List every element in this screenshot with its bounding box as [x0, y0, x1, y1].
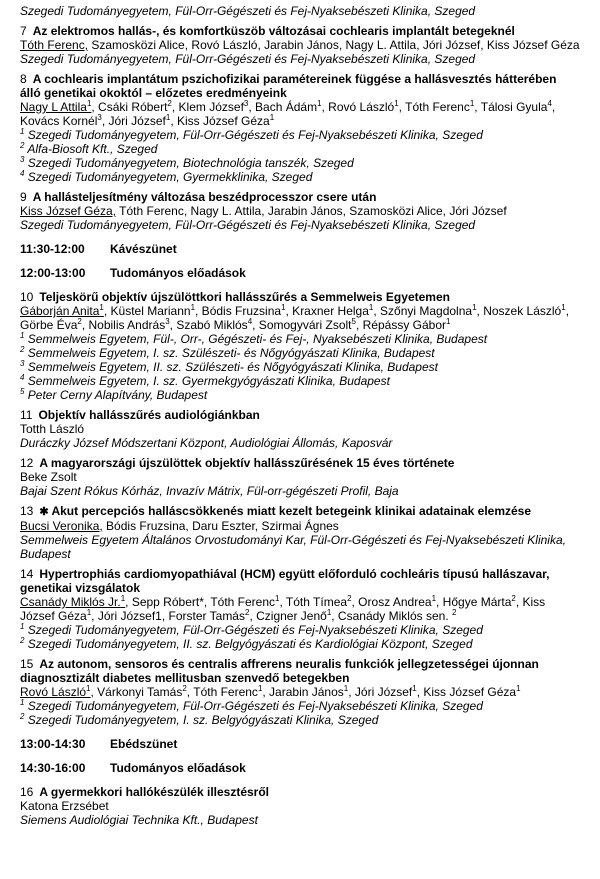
abstract-affiliation: Szegedi Tudományegyetem, Fül-Orr-Gégészeti és Fej-Nyaksebészeti Klinika, Szeged [20, 52, 476, 66]
abstract-9 [20, 190, 580, 232]
abstract-13 [20, 504, 580, 561]
abstract-11 [20, 408, 580, 450]
abstract-affiliation: Siemens Audiológiai Technika Kft., Budapest [20, 813, 258, 827]
slot-time: 13:00-14:30 [20, 737, 86, 751]
abstract-10: 10 Teljeskörű objektív újszülöttkori hallásszűrés a Semmelweis Egyetemen Gáborján Anita$^1$, Küstel Mariann$^1$, Bódis Fruzsina$^1$, Kraxner Helga$^1$, Szőnyi Magdolna$^1$, Noszek László$^1$, Görbe Éva$^2$, Nobilis András$^3$, Szabó Miklós$^4$, Somogyvári Zsolt$^5$, Répássy Gábor$^1$ $^1$ Semmelweis Egyetem, Fül-, Orr-, Gégészeti- és Fej-, Nyaksebészeti Klinika, Budapest $^2$ Semmelweis Egyetem, I. sz. Szülészeti- és Nőgyógyászati Klinika, Budapest $^3$ Semmelweis Egyetem, II. sz. Szülészeti- és Nőgyógyászati Klinika, Budapest $^4$ Semmelweis Egyetem, I. sz. Gyermekgyógyászati Klinika, Budapest $^5$ Peter Cerny Alapítvány, Budapest [20, 290, 580, 402]
abstract-title: 8 A cochlearis implantátum pszichofizikai paramétereinek függése a hallásvesztés hátterében álló genetikai okoktól – előzetes eredményeink [20, 72, 557, 100]
abstract-affiliation: $^2$ Alfa-Biosoft Kft., Szeged [20, 141, 158, 156]
abstract-authors: Katona Erzsébet [20, 799, 109, 813]
abstract-affiliation: Bajai Szent Rókus Kórház, Invazív Mátrix, Fül-orr-gégészeti Profil, Baja [20, 484, 399, 498]
abstract-affiliation: Semmelweis Egyetem Általános Orvostudományi Kar, Fül-Orr-Gégészeti és Fej-Nyaksebészeti Klinika, Budapest [20, 533, 566, 561]
abstract-authors: Kiss József Géza, Tóth Ferenc, Nagy L. Attila, Jarabin János, Szamosközi Alice, Jóri József [20, 204, 507, 218]
schedule-slot [20, 737, 580, 751]
abstract-title: 15 Az autonom, sensoros és centralis affrerens neuralis funkciók jellegzetességei újonnan diagnosztizált diabetes mellitusban szenvedő betegekben [20, 657, 539, 685]
abstract-authors: Csanády Miklós Jr.$^1$, Sepp Róbert*, Tóth Ferenc$^1$, Tóth Tímea$^2$, Orosz Andrea$^1$, Hőgye Márta$^2$, Kiss József Géza$^1$, Jóri József1, Forster Tamás$^2$, Czigner Jenő$^1$, Csanády Miklós sen. $^2$ [20, 594, 546, 623]
abstract-affiliation: $^4$ Szegedi Tudományegyetem, Gyermekklinika, Szeged [20, 169, 313, 184]
slot-label: Kávészünet [110, 242, 177, 256]
slot-time: 11:30-12:00 [20, 242, 85, 256]
abstract-affiliation: $^1$ Szegedi Tudományegyetem, Fül-Orr-Gégészeti és Fej-Nyaksebészeti Klinika, Szeged [20, 127, 483, 142]
abstract-affiliation: Duráczky József Módszertani Központ, Audiológiai Állomás, Kaposvár [20, 436, 393, 450]
abstract-authors: Beke Zsolt [20, 470, 77, 484]
slot-time: 14:30-16:00 [20, 761, 86, 775]
slot-label: Ebédszünet [110, 737, 178, 751]
slot-label: Tudományos előadások [110, 266, 246, 280]
abstract-title: 12 A magyarországi újszülöttek objektív hallásszűrésének 15 éves története [20, 456, 455, 470]
slot-label: Tudományos előadások [110, 761, 246, 775]
abstract-title: 16 A gyermekkori hallókészülék illesztésről [20, 785, 270, 799]
abstract-authors: Totth László [20, 422, 85, 436]
abstract-title: 13 ✱ Akut percepciós halláscsökkenés miatt kezelt betegeink klinikai adatainak elemzése [20, 504, 532, 518]
abstract-16 [20, 785, 580, 827]
abstract-affiliation: $^3$ Szegedi Tudományegyetem, Biotechnológia tanszék, Szeged [20, 155, 354, 170]
abstract-title: 14 Hypertrophiás cardiomyopathiával (HCM) együtt előforduló cochleáris típusú hallászavar, genetikai vizsgálatok [20, 567, 550, 595]
abstract-title: 11 Objektív hallásszűrés audiológiánkban [20, 408, 260, 422]
abstract-7 [20, 24, 580, 66]
abstract-authors: Rovó László$^1$, Várkonyi Tamás$^2$, Tóth Ferenc$^1$, Jarabin János$^1$, Jóri József$^1$, Kiss József Géza$^1$ [20, 684, 521, 699]
star-icon: ✱ [39, 506, 49, 518]
abstract-15: 15 Az autonom, sensoros és centralis affrerens neuralis funkciók jellegzetességei újonnan diagnosztizált diabetes mellitusban szenvedő betegekben Rovó László$^1$, Várkonyi Tamás$^2$, Tóth Ferenc$^1$, Jarabin János$^1$, Jóri József$^1$, Kiss József Géza$^1$ $^1$ Szegedi Tudományegyetem, Fül-Orr-Gégészeti és Fej-Nyaksebészeti Klinika, Szeged $^2$ Szegedi Tudományegyetem, I. sz. Belgyógyászati Klinika, Szeged [20, 657, 580, 727]
abstract-title: 9 A hallásteljesítmény változása beszédprocesszor csere után [20, 190, 377, 204]
schedule-slot [20, 761, 580, 775]
abstract-title: 10 Teljeskörű objektív újszülöttkori hallásszűrés a Semmelweis Egyetemen [20, 290, 450, 304]
abstract-14: 14 Hypertrophiás cardiomyopathiával (HCM) együtt előforduló cochleáris típusú hallászavar, genetikai vizsgálatok Csanády Miklós Jr.$^1$, Sepp Róbert*, Tóth Ferenc$^1$, Tóth Tímea$^2$, Orosz Andrea$^1$, Hőgye Márta$^2$, Kiss József Géza$^1$, Jóri József1, Forster Tamás$^2$, Czigner Jenő$^1$, Csanády Miklós sen. $^2$ $^1$ Szegedi Tudományegyetem, Fül-Orr-Gégészeti és Fej-Nyaksebészeti Klinika, Szeged $^2$ Szegedi Tudományegyetem, II. sz. Belgyógyászati és Kardiológiai Központ, Szeged [20, 567, 580, 651]
affiliation-top: Szegedi Tudományegyetem, Fül-Orr-Gégészeti és Fej-Nyaksebészeti Klinika, Szeged [20, 4, 476, 18]
abstract-title: 7 Az elektromos hallás-, és komfortküszöb változásai cochlearis implantált betegeknél [20, 24, 515, 38]
slot-time: 12:00-13:00 [20, 266, 86, 280]
abstract-authors: Gáborján Anita$^1$, Küstel Mariann$^1$, Bódis Fruzsina$^1$, Kraxner Helga$^1$, Szőnyi Magdolna$^1$, Noszek László$^1$, Görbe Éva$^2$, Nobilis András$^3$, Szabó Miklós$^4$, Somogyvári Zsolt$^5$, Répássy Gábor$^1$ [20, 303, 570, 332]
abstract-authors: Bucsi Veronika, Bódis Fruzsina, Daru Eszter, Szirmai Ágnes [20, 519, 339, 533]
abstract-12 [20, 456, 580, 498]
schedule-slot [20, 266, 580, 280]
abstract-authors: Tóth Ferenc, Szamosközi Alice, Rovó László, Jarabin János, Nagy L. Attila, Jóri József, Kiss József Géza [20, 38, 580, 52]
abstract-authors: Nagy L Attila$^1$, Csáki Róbert$^2$, Klem József$^3$, Bach Ádám$^1$, Rovó László$^1$, Tóth Ferenc$^1$, Tálosi Gyula$^4$, Kovács Kornél$^3$, Jóri József$^1$, Kiss József Géza$^1$ [20, 99, 556, 128]
abstract-8 [20, 72, 580, 184]
abstract-affiliation: Szegedi Tudományegyetem, Fül-Orr-Gégészeti és Fej-Nyaksebészeti Klinika, Szeged [20, 218, 476, 232]
schedule-slot [20, 242, 580, 256]
